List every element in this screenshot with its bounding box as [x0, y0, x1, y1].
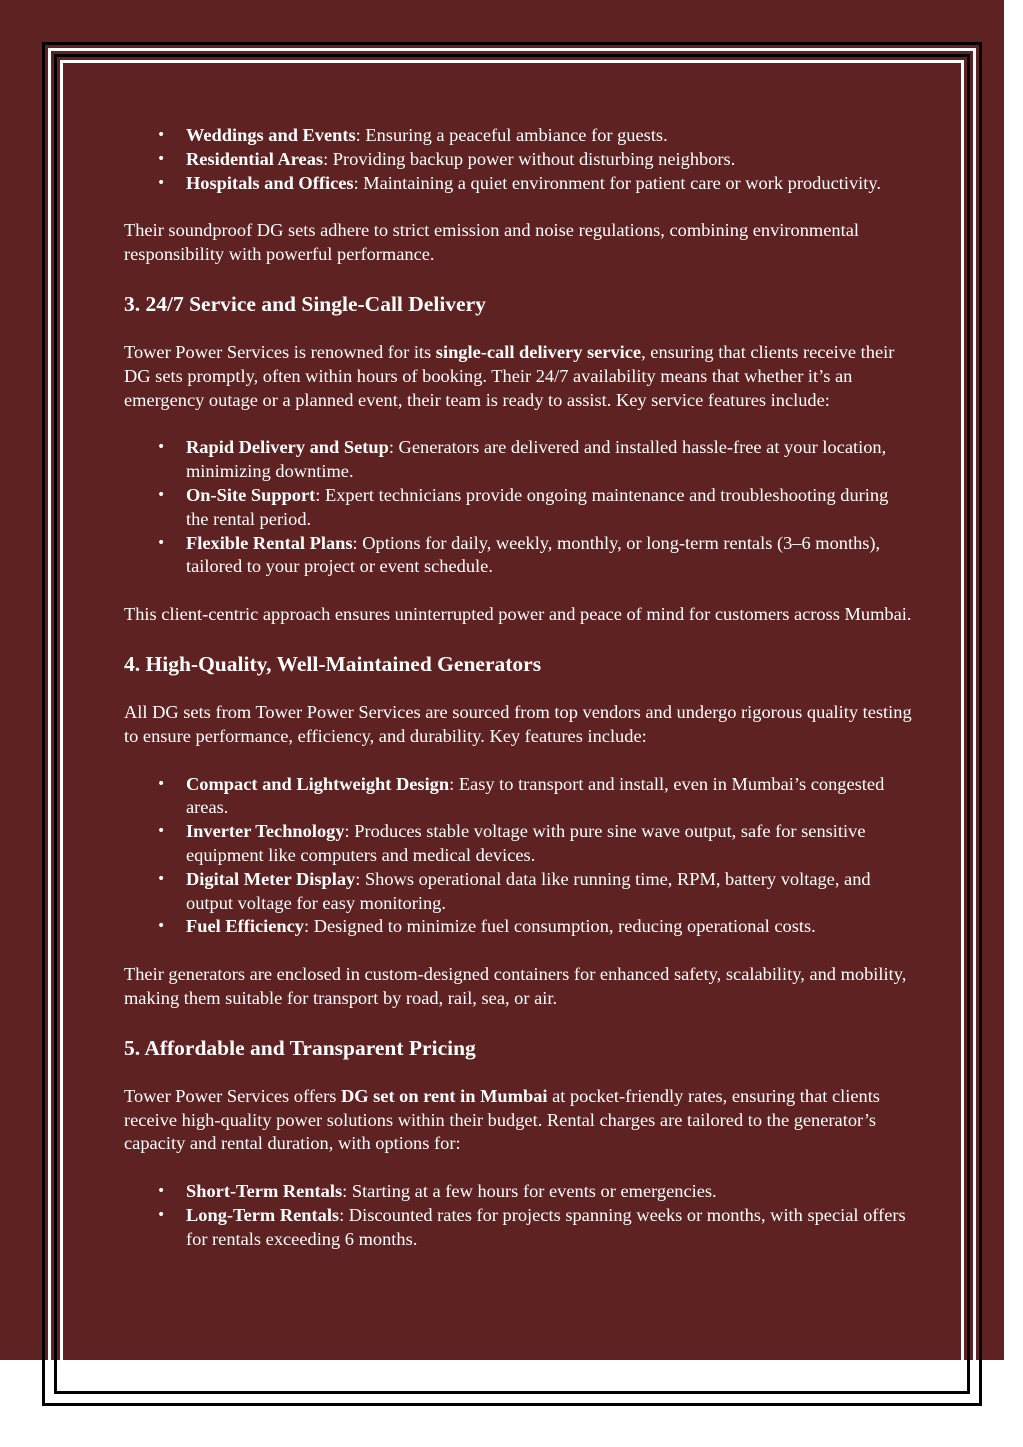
document-body [124, 124, 914, 1276]
list-item: • Inverter Technology: Produces stable voltage with pure sine wave output, safe for sensitive equipment like computers and medical devices. [186, 820, 914, 868]
list-item: • Hospitals and Offices: Maintaining a quiet environment for patient care or work productivity. [186, 172, 914, 196]
pricing-options-list [124, 1180, 914, 1251]
section-heading-4: 4. High-Quality, Well-Maintained Generators [124, 651, 542, 676]
generator-features-list [124, 773, 914, 940]
list-item: • Fuel Efficiency: Designed to minimize fuel consumption, reducing operational costs. [186, 915, 914, 939]
section-heading-3: 3. 24/7 Service and Single-Call Delivery [124, 291, 486, 316]
section-heading-5: 5. Affordable and Transparent Pricing [124, 1035, 476, 1060]
list-item: • Rapid Delivery and Setup: Generators are delivered and installed hassle-free at your location, minimizing downtime. [186, 436, 914, 484]
section-3-intro: Tower Power Services is renowned for its single-call delivery service, ensuring that clients receive their DG sets promptly, often within hours of booking. Their 24/7 availability means that whether it’s an emergency outage or a planned event, their team is ready to assist. Key service features include: [124, 341, 895, 410]
section-4-intro: All DG sets from Tower Power Services are sourced from top vendors and undergo rigorous quality testing to ensure performance, efficiency, and durability. Key features include: [124, 701, 912, 746]
venue-list [124, 124, 914, 195]
list-item: • Digital Meter Display: Shows operational data like running time, RPM, battery voltage, and output voltage for easy monitoring. [186, 868, 914, 916]
service-features-list [124, 436, 914, 579]
paragraph: Their soundproof DG sets adhere to strict emission and noise regulations, combining environmental responsibility with powerful performance. [124, 220, 859, 265]
list-item: • Compact and Lightweight Design: Easy to transport and install, even in Mumbai’s congested areas. [186, 773, 914, 821]
list-item: • Long-Term Rentals: Discounted rates for projects spanning weeks or months, with special offers for rentals exceeding 6 months. [186, 1204, 914, 1252]
list-item: • Short-Term Rentals: Starting at a few hours for events or emergencies. [186, 1180, 914, 1204]
section-4-closing: Their generators are enclosed in custom-designed containers for enhanced safety, scalability, and mobility, making them suitable for transport by road, rail, sea, or air. [124, 964, 907, 1008]
list-item: • Residential Areas: Providing backup power without disturbing neighbors. [186, 148, 914, 172]
list-item: • On-Site Support: Expert technicians provide ongoing maintenance and troubleshooting during the rental period. [186, 484, 914, 532]
section-3-closing: This client-centric approach ensures uninterrupted power and peace of mind for customers across Mumbai. [124, 604, 912, 625]
list-item: • Flexible Rental Plans: Options for daily, weekly, monthly, or long-term rentals (3–6 months), tailored to your project or event schedule. [186, 532, 914, 580]
list-item: • Weddings and Events: Ensuring a peaceful ambiance for guests. [186, 124, 914, 148]
section-5-intro: Tower Power Services offers DG set on rent in Mumbai at pocket-friendly rates, ensuring that clients receive high-quality power solutions within their budget. Rental charges are tailored to the generator’s capacity and rental duration, with options for: [124, 1085, 880, 1154]
